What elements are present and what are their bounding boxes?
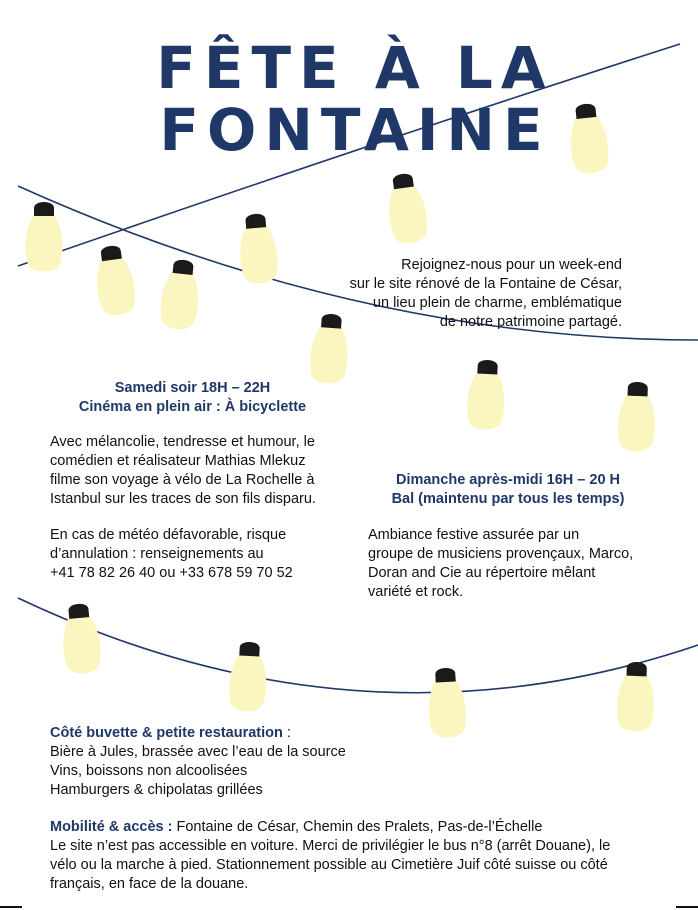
mobilite-line: Le site n’est pas accessible en voiture. Merci de privilégier le bus n°8 (arrêt Douane), le <box>50 838 611 854</box>
saturday-line: comédien et réalisateur Mathias Mlekuz <box>50 453 306 469</box>
saturday-line: filme son voyage à vélo de La Rochelle à <box>50 472 315 488</box>
intro-line: un lieu plein de charme, emblématique <box>372 295 622 311</box>
saturday-event: Cinéma en plein air : À bicyclette <box>78 399 307 415</box>
light-bulb-icon <box>384 171 430 245</box>
buvette-item: Hamburgers & chipolatas grillées <box>50 782 263 798</box>
crop-mark-right <box>676 906 698 908</box>
light-bulb-icon <box>466 359 507 430</box>
light-bulb-icon <box>237 212 280 284</box>
title-line-1: FÊTE À LA <box>156 34 554 102</box>
buvette-item: Vins, boissons non alcoolisées <box>50 763 248 779</box>
sunday-line: Doran and Cie au répertoire mêlant <box>368 565 596 581</box>
light-bulb-icon <box>158 258 202 331</box>
light-string-lower <box>18 598 698 693</box>
light-bulb-icon <box>26 202 63 272</box>
intro-line: Rejoignez-nous pour un week-end <box>401 257 622 273</box>
intro-line: de notre patrimoine partagé. <box>439 314 622 330</box>
sunday-heading <box>368 471 648 509</box>
mobilite-section <box>50 818 650 894</box>
sunday-description <box>368 526 668 602</box>
mobilite-heading: Mobilité & accès : <box>50 819 173 835</box>
sunday-line: variété et rock. <box>368 584 464 600</box>
light-bulb-icon <box>228 641 269 712</box>
buvette-item: Bière à Jules, brassée avec l’eau de la source <box>50 744 346 760</box>
light-bulb-icon <box>60 602 103 674</box>
mobilite-line: vélo ou la marche à pied. Stationnement possible au Cimetière Juif côté suisse ou côté <box>50 857 608 873</box>
light-bulb-icon <box>617 381 656 452</box>
sunday-event: Bal (maintenu par tous les temps) <box>391 491 625 507</box>
weather-line: d’annulation : renseignements au <box>50 546 264 562</box>
crop-mark-left <box>0 906 22 908</box>
saturday-line: Avec mélancolie, tendresse et humour, le <box>50 434 315 450</box>
mobilite-address: Fontaine de César, Chemin des Pralets, Pas-de-l’Échelle <box>172 819 543 835</box>
saturday-time: Samedi soir 18H – 22H <box>114 380 271 396</box>
sunday-line: groupe de musiciens provençaux, Marco, <box>368 546 634 562</box>
saturday-description <box>50 433 350 509</box>
buvette-heading: Côté buvette & petite restauration <box>50 725 283 741</box>
light-bulb-icon <box>616 661 655 732</box>
light-bulb-icon <box>92 243 138 317</box>
mobilite-line: français, en face de la douane. <box>50 876 249 892</box>
intro-paragraph <box>302 256 622 332</box>
weather-notice <box>50 526 350 583</box>
saturday-line: Istanbul sur les traces de son fils disparu. <box>50 491 316 507</box>
weather-line: En cas de météo défavorable, risque <box>50 527 287 543</box>
weather-phone: +41 78 82 26 40 ou +33 678 59 70 52 <box>50 565 293 581</box>
title-line-2: FONTAINE <box>159 96 551 164</box>
saturday-heading <box>50 379 335 417</box>
intro-line: sur le site rénové de la Fontaine de César, <box>349 276 622 292</box>
buvette-colon: : <box>282 725 291 741</box>
sunday-time: Dimanche après-midi 16H – 20 H <box>395 472 621 488</box>
buvette-section <box>50 724 450 800</box>
sunday-line: Ambiance festive assurée par un <box>368 527 580 543</box>
